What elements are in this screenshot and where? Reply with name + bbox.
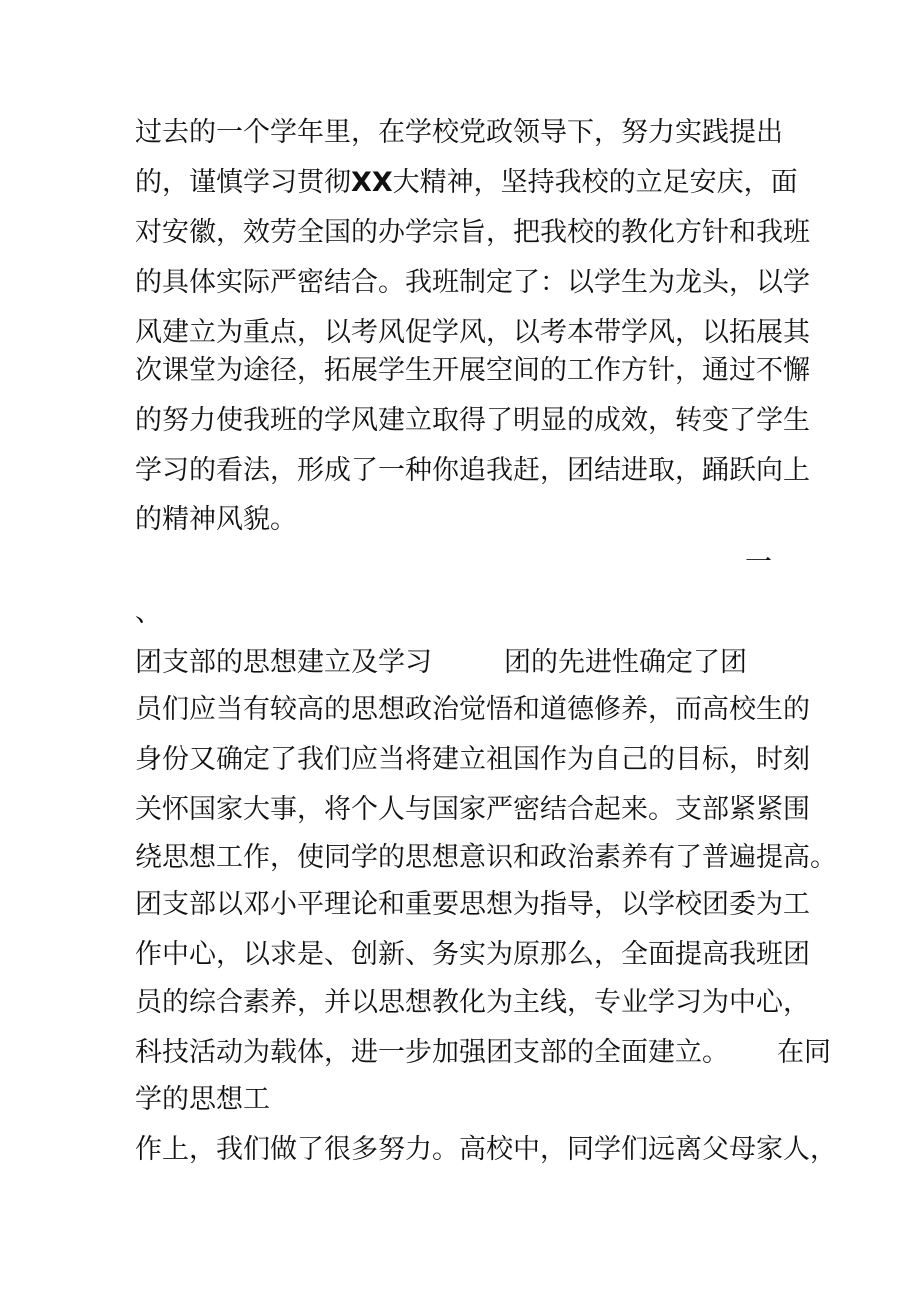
section-heading-line bbox=[135, 645, 747, 681]
text-line: 关怀国家大事，将个人与国家严密结合起来。支部紧紧围 bbox=[135, 794, 810, 825]
text-line: 的，谨慎学习贯彻XX大精神，坚持我校的立足安庆，面 bbox=[135, 167, 798, 198]
text-line: 科技活动为载体，进一步加强团支部的全面建立。 在同 bbox=[135, 1037, 831, 1068]
text-line: 作中心，以求是、创新、务实为原那么，全面提高我班团 bbox=[135, 939, 810, 970]
text-line: 的精神风貌。 bbox=[135, 504, 297, 535]
text-line: 员们应当有较高的思想政治觉悟和道德修养，而高校生的 bbox=[135, 694, 810, 725]
text-line: 次课堂为途径，拓展学生开展空间的工作方针，通过不懈 bbox=[135, 355, 810, 386]
text-line: 对安徽，效劳全国的办学宗旨，把我校的教化方针和我班 bbox=[135, 217, 810, 248]
placeholder-mark: XX bbox=[351, 167, 393, 198]
section-heading-tail: 团的先进性确定了团 bbox=[504, 647, 747, 678]
section-mark: 、 bbox=[135, 597, 162, 628]
text-line: 的努力使我班的学风建立取得了明显的成效，转变了学生 bbox=[135, 405, 810, 436]
section-number: 一 bbox=[745, 547, 772, 578]
text-line: 学习的看法，形成了一种你追我赶，团结进取，踊跃向上 bbox=[135, 455, 810, 486]
text-line: 风建立为重点，以考风促学风，以考本带学风，以拓展其 bbox=[135, 317, 810, 348]
text-line: 学的思想工 bbox=[135, 1084, 270, 1115]
text-line: 过去的一个学年里，在学校党政领导下，努力实践提出 bbox=[135, 117, 783, 148]
text-line: 绕思想工作，使同学的思想意识和政治素养有了普遍提高。 bbox=[135, 842, 837, 873]
text-line: 的具体实际严密结合。我班制定了：以学生为龙头，以学 bbox=[135, 267, 810, 298]
text-line: 员的综合素养，并以思想教化为主线，专业学习为中心， bbox=[135, 987, 810, 1018]
section-heading: 团支部的思想建立及学习 bbox=[135, 647, 432, 678]
text-line: 团支部以邓小平理论和重要思想为指导，以学校团委为工 bbox=[135, 889, 810, 920]
text-line: 身份又确定了我们应当将建立祖国作为自己的目标，时刻 bbox=[135, 744, 810, 775]
text-line: 作上，我们做了很多努力。高校中，同学们远离父母家人， bbox=[135, 1134, 837, 1165]
